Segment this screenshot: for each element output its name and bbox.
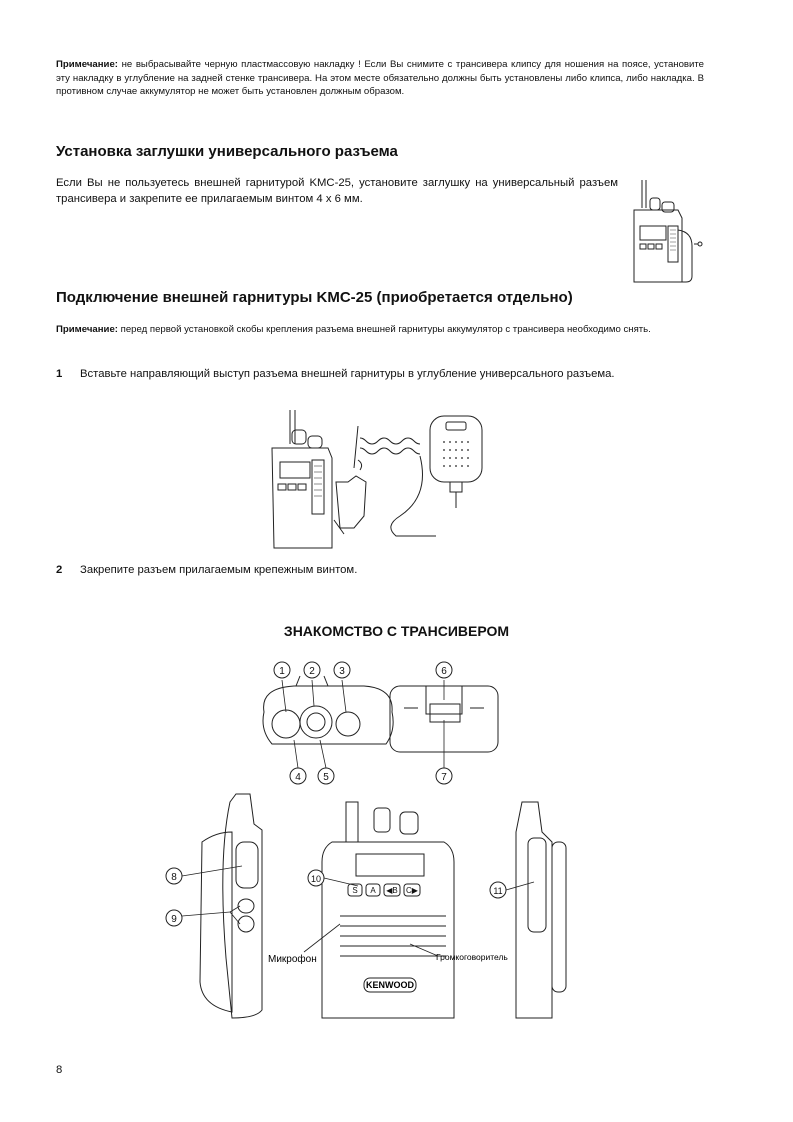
callout-11: 11 — [493, 886, 503, 896]
plug-section-text: Если Вы не пользуетесь внешней гарнитурой KMC-25, установите заглушку на универсальный разъем трансивера и закрепите ее прилагаемым винтом 4 x 6 мм. — [56, 177, 618, 205]
note-text: не выбрасывайте черную пластмассовую накладку ! Если Вы снимите с трансивера клипсу для ношения на поясе, установите эту накладку в углубление на задней стенке трансивера. На этом месте обязательно должны быть установлены либо клипса, либо накладка. В противном случае аккумулятор не может быть установлен должным образом. — [56, 59, 704, 98]
callout-8: 8 — [171, 872, 177, 883]
page-number: 8 — [56, 1064, 63, 1076]
headset-section-heading: Подключение внешней гарнитуры KMC-25 (приобретается отдельно) — [56, 289, 573, 306]
callout-4: 4 — [295, 772, 301, 783]
step-number: 1 — [56, 368, 63, 380]
key-c-label: C▶ — [406, 886, 418, 895]
callout-10: 10 — [310, 874, 322, 884]
intro-heading: ЗНАКОМСТВО С ТРАНСИВЕРОМ — [283, 623, 510, 639]
step-1 — [56, 367, 708, 399]
key-s-label: S — [352, 886, 358, 895]
speaker-label: Громкоговоритель — [436, 952, 508, 962]
plug-section-heading: Установка заглушки универсального разъема — [56, 143, 398, 160]
note-label: Примечание: — [56, 59, 118, 70]
callout-6: 6 — [441, 666, 447, 677]
step-2 — [56, 563, 708, 581]
headset-illustration — [262, 408, 502, 552]
microphone-label: Микрофон — [268, 954, 317, 965]
headset-note-label: Примечание: — [56, 324, 118, 335]
step-text: Закрепите разъем прилагаемым крепежным винтом. — [80, 564, 358, 576]
callout-3: 3 — [339, 666, 345, 677]
headset-note — [56, 323, 704, 337]
key-b-label: ◀B — [386, 886, 398, 895]
step-text: Вставьте направляющий выступ разъема внешней гарнитуры в углубление универсального разъема. — [80, 368, 615, 380]
top-note — [56, 58, 704, 99]
plug-illustration — [620, 178, 712, 288]
brand-label: KENWOOD — [366, 980, 414, 990]
headset-note-text: перед первой установкой скобы крепления разъема внешней гарнитуры аккумулятор с трансивера необходимо снять. — [117, 324, 651, 335]
callout-5: 5 — [323, 772, 329, 783]
callout-9: 9 — [171, 914, 177, 925]
callout-7: 7 — [441, 772, 447, 783]
callout-2: 2 — [309, 666, 315, 677]
callout-1: 1 — [279, 666, 285, 677]
transceiver-diagram — [160, 656, 600, 1028]
key-a-label: A — [370, 886, 376, 895]
step-number: 2 — [56, 564, 63, 576]
